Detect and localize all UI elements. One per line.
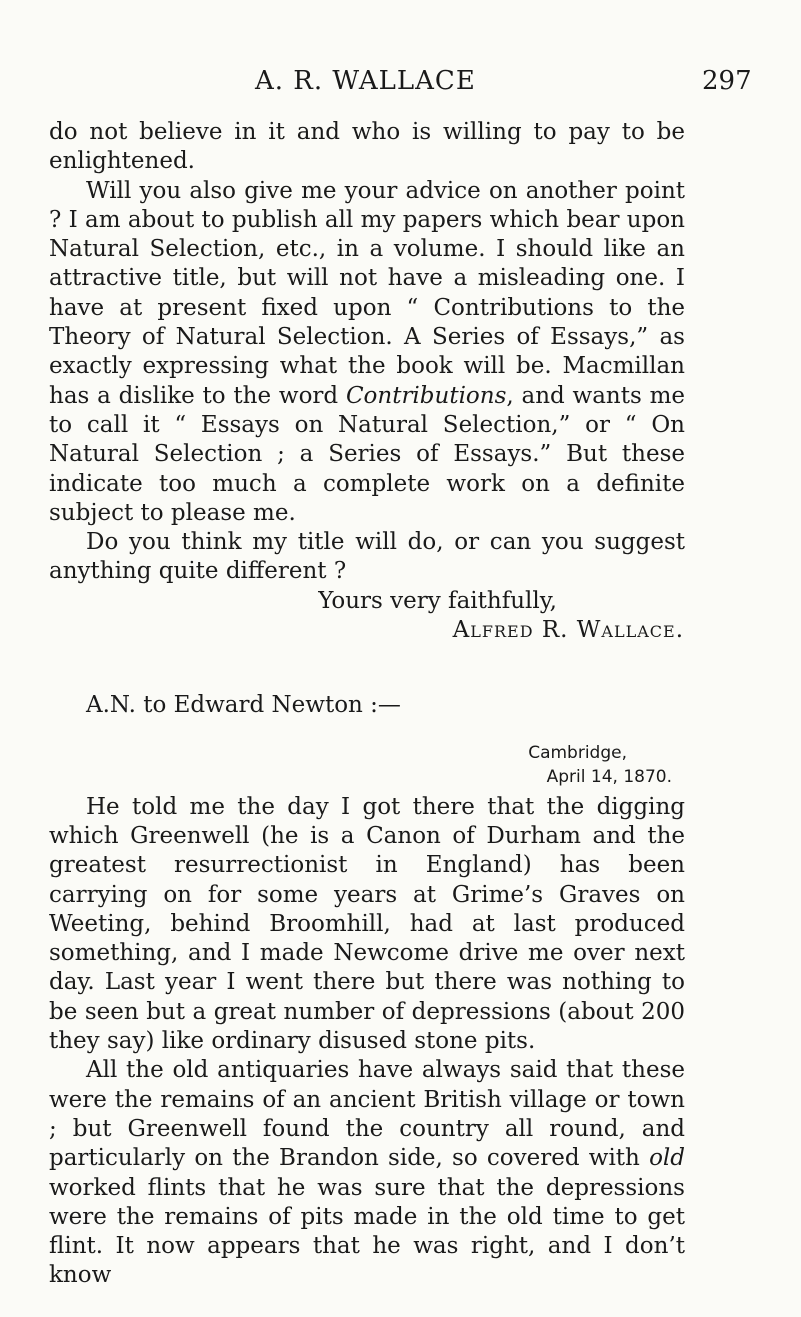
running-head: A. R. WALLACE bbox=[255, 66, 476, 96]
dateline-place: Cambridge, bbox=[528, 742, 627, 763]
page-header bbox=[0, 66, 801, 102]
letter-heading: A.N. to Edward Newton :— bbox=[86, 692, 401, 719]
italic-word: old bbox=[649, 1145, 685, 1172]
paragraph: Do you think my title will do, or can you suggest anything quite different ? bbox=[49, 529, 685, 585]
dateline bbox=[49, 741, 685, 789]
paragraph bbox=[49, 177, 685, 529]
page-number: 297 bbox=[702, 66, 752, 96]
signature: Alfred R. Wallace. bbox=[452, 617, 684, 644]
paragraph bbox=[49, 1056, 685, 1290]
text-run: , and wants me to call it “ Essays on Natural Selection,” or “ On Natural Selection ; a Series of Essays.” But these indicate too much a complete work on a definite subject to please me. bbox=[49, 382, 686, 526]
page-body bbox=[49, 118, 685, 1291]
paragraph: do not believe in it and who is willing to pay to be enlightened. bbox=[49, 119, 685, 175]
letter-closing: Yours very faithfully, bbox=[318, 587, 557, 614]
text-run: Will you also give me your advice on another point ? I am about to publish all my papers which bear upon Natural Selection, etc., in a volume. I should like an attractive title, but will not have a misleading one. I have at present fixed upon “ Contributions to the Theory of Natural Selection. A Series of Essays,” as exactly expressing what the book will be. Macmillan has a dislike to the word bbox=[49, 177, 685, 409]
italic-word: Contributions bbox=[345, 382, 507, 409]
text-run: worked flints that he was sure that the depressions were the remains of pits made in the old time to get flint. It now appears that he was right, and I don’t know bbox=[49, 1174, 685, 1289]
dateline-date: April 14, 1870. bbox=[546, 766, 672, 787]
paragraph: He told me the day I got there that the digging which Greenwell (he is a Canon of Durham and the greatest resurrectionist in England) has been carrying on for some years at Grime’s Graves on Weeting, behind Broomhill, had at last produced something, and I made Newcome drive me over next day. Last year I went there but there was nothing to be seen but a great number of depressions (about 200 they say) like ordinary disused stone pits. bbox=[49, 793, 685, 1055]
text-run: All the old antiquaries have always said that these were the remains of an ancient British village or town ; but Greenwell found the country all round, and particularly on the Brandon side, so covered with bbox=[49, 1057, 685, 1172]
